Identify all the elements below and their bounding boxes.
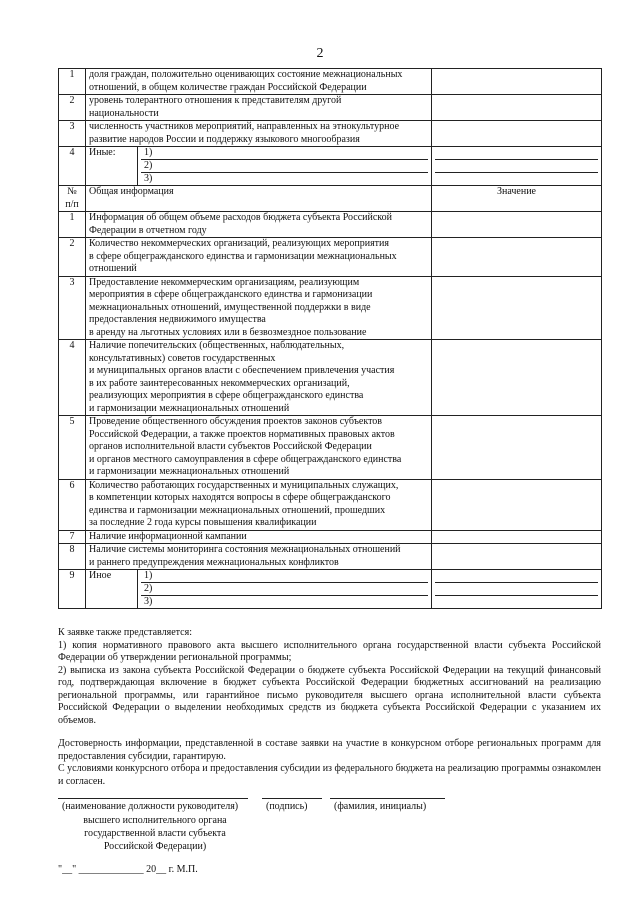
header-row [59, 186, 602, 212]
table-row [59, 69, 602, 95]
value-cell[interactable] [432, 530, 602, 544]
sub-value-cell[interactable] [435, 159, 598, 172]
row-number: 2 [59, 238, 86, 277]
position-description [70, 814, 240, 853]
table-row [59, 544, 602, 570]
row-text-line: межнациональных отношений, имущественной поддержки в виде [89, 301, 371, 313]
sub-item: 3) [141, 172, 428, 185]
value-cell[interactable] [432, 212, 602, 238]
row-number: 2 [59, 95, 86, 121]
row-text-line: и раннего предупреждения межнациональных конфликтов [89, 556, 339, 568]
value-cell[interactable] [432, 69, 602, 95]
name-label: (фамилия, инициалы) [334, 801, 427, 812]
row-number: 5 [59, 416, 86, 480]
row-text-line: уровень толерантного отношения к представителям другой [89, 95, 342, 106]
table-row-other [59, 147, 602, 186]
statements-section [58, 738, 601, 788]
sub-value-cell[interactable] [435, 582, 598, 595]
sub-item: 2) [141, 159, 428, 172]
row-text-line: предоставления недвижимого имущества [89, 314, 266, 325]
table-row [59, 530, 602, 544]
reliability-statement: Достоверность информации, представленной в составе заявки на участие в конкурсном отборе региональных программ для предоставления субсидии, гарантирую. [58, 738, 601, 762]
row-text [86, 530, 432, 544]
header-number-line: № [67, 186, 77, 197]
table-row-other [59, 570, 602, 609]
sub-value-cell[interactable] [435, 172, 598, 185]
row-text-line: Наличие попечительских (общественных, наблюдательных, [89, 340, 345, 351]
value-cell[interactable] [432, 276, 602, 340]
sub-item: 2) [141, 582, 428, 595]
table-row [59, 238, 602, 277]
row-text [86, 544, 432, 570]
row-text-line: Проведение общественного обсуждения проектов законов субъектов [89, 416, 383, 427]
row-number: 4 [59, 340, 86, 416]
table-row [59, 95, 602, 121]
table-row [59, 479, 602, 530]
row-text [86, 95, 432, 121]
row-number: 3 [59, 121, 86, 147]
row-number: 9 [59, 570, 86, 609]
row-number: 6 [59, 479, 86, 530]
row-text-line: консультативных) советов государственных [89, 352, 276, 364]
table-row [59, 276, 602, 340]
sub-value-cell[interactable] [435, 147, 598, 159]
sub-item: 1) [144, 147, 153, 158]
row-text-line: Наличие информационной кампании [89, 530, 247, 542]
row-text-line: и муниципальных органов власти с обеспечением привлечения участия [89, 365, 395, 376]
row-text-line: численность участников мероприятий, направленных на этнокультурное [89, 121, 400, 132]
value-cell[interactable] [432, 544, 602, 570]
row-text-line: за последние 2 года курсы повышения квалификации [89, 517, 317, 528]
value-cell[interactable] [432, 121, 602, 147]
row-text-line: национальности [89, 107, 159, 119]
row-text-line: Предоставление некоммерческим организациям, реализующим [89, 276, 360, 288]
row-text-line: Информация об общем объеме расходов бюджета субъекта Российской [89, 212, 392, 223]
sub-value-cell[interactable] [435, 570, 598, 582]
position-line: государственной власти субъекта [84, 828, 226, 839]
row-text [86, 340, 432, 416]
table-row [59, 212, 602, 238]
sub-item: 1) [144, 570, 153, 581]
table-row [59, 416, 602, 480]
sub-value-cell[interactable] [435, 595, 598, 608]
signature-label: (подпись) [266, 801, 308, 812]
header-number [59, 186, 86, 212]
value-cell[interactable] [432, 95, 602, 121]
signature-line [262, 798, 322, 799]
row-text [86, 479, 432, 530]
row-text [86, 416, 432, 480]
row-text [86, 121, 432, 147]
attachment-item-2: 2) выписка из закона субъекта Российской Федерации о бюджете субъекта Российской Федерации на текущий финансовый год, подтверждающая включение в бюджет субъекта Российской Федерации бюджетных ассигнований на реализацию региональной программы, или гарантийное письмо руководителя высшего органа исполнительной власти субъекта Российской Федерации о выделении необходимых средств из бюджета субъекта Российской Федерации с указанием их объемов. [58, 664, 601, 726]
header-value: Значение [432, 186, 602, 212]
row-text-line: мероприятия в сфере общегражданского единства и гармонизации [89, 289, 373, 300]
row-text-line: и гармонизации межнациональных отношений [89, 466, 290, 477]
date-stamp-line: "__" _____________ 20__ г. М.П. [58, 864, 198, 875]
position-label: (наименование должности руководителя) [62, 801, 239, 812]
conditions-statement: С условиями конкурсного отбора и предоставления субсидии из федерального бюджета на реализацию программы ознакомлен и согласен. [58, 763, 601, 787]
application-form-table [58, 68, 602, 609]
header-number-line: п/п [65, 198, 79, 210]
value-cell[interactable] [432, 340, 602, 416]
row-text-line: и гармонизации межнациональных отношений [89, 402, 290, 414]
table-row [59, 340, 602, 416]
row-text-line: единства и гармонизации межнациональных отношений, прошедших [89, 504, 386, 516]
row-text-line: органов исполнительной власти субъектов Российской Федерации [89, 441, 372, 452]
row-text-line: отношений [89, 263, 137, 274]
row-number: 1 [59, 69, 86, 95]
row-text [86, 238, 432, 277]
sub-values [432, 570, 602, 609]
sub-items [138, 570, 432, 609]
row-text-line: в компетенции которых находятся вопросы в сфере общегражданского [89, 492, 391, 503]
page-number: 2 [316, 46, 324, 61]
row-text-line: отношений, в общем количестве граждан Российской Федерации [89, 81, 367, 93]
sub-item: 3) [141, 595, 428, 608]
header-info: Общая информация [86, 186, 432, 212]
row-number: 1 [59, 212, 86, 238]
row-text-line: в аренду на льготных условиях или в безвозмездное пользование [89, 326, 367, 338]
row-text [86, 69, 432, 95]
row-text-line: Федерации в отчетном году [89, 224, 207, 236]
row-label: Иные: [86, 147, 138, 186]
position-line: высшего исполнительного органа [83, 815, 227, 826]
attachment-item-1: 1) копия нормативного правового акта высшего исполнительного органа государственной власти субъекта Российской Федерации об утверждении региональной программы; [58, 639, 601, 663]
row-text [86, 212, 432, 238]
value-cell[interactable] [432, 416, 602, 480]
row-text-line: доля граждан, положительно оценивающих состояние межнациональных [89, 69, 403, 80]
row-text-line: в их работе заинтересованных некоммерческих организаций, [89, 377, 350, 389]
row-label: Иное [86, 570, 138, 609]
table-row [59, 121, 602, 147]
row-text-line: Количество работающих государственных и муниципальных служащих, [89, 479, 399, 491]
row-text-line: в сфере общегражданского единства и гармонизации межнациональных [89, 250, 397, 262]
row-text-line: Наличие системы мониторинга состояния межнациональных отношений [89, 544, 401, 555]
position-line: Российской Федерации) [103, 841, 207, 852]
row-number: 7 [59, 530, 86, 544]
value-cell[interactable] [432, 479, 602, 530]
row-text-line: реализующих мероприятия в сфере общегражданского единства [89, 390, 364, 401]
row-text-line: Российской Федерации, а также проектов нормативных правовых актов [89, 428, 395, 440]
value-cell[interactable] [432, 238, 602, 277]
row-text-line: Количество некоммерческих организаций, реализующих мероприятия [89, 238, 389, 249]
row-number: 8 [59, 544, 86, 570]
position-signature-line [58, 798, 248, 799]
row-number: 4 [59, 147, 86, 186]
row-text [86, 276, 432, 340]
attachments-section [58, 627, 601, 727]
name-signature-line [330, 798, 445, 799]
sub-items [138, 147, 432, 186]
row-text-line: и органов местного самоуправления в сфере общегражданского единства [89, 453, 402, 465]
sub-values [432, 147, 602, 186]
attachments-intro: К заявке также представляется: [58, 627, 192, 638]
row-number: 3 [59, 276, 86, 340]
row-text-line: развитие народов России и поддержку языкового многообразия [89, 133, 360, 145]
